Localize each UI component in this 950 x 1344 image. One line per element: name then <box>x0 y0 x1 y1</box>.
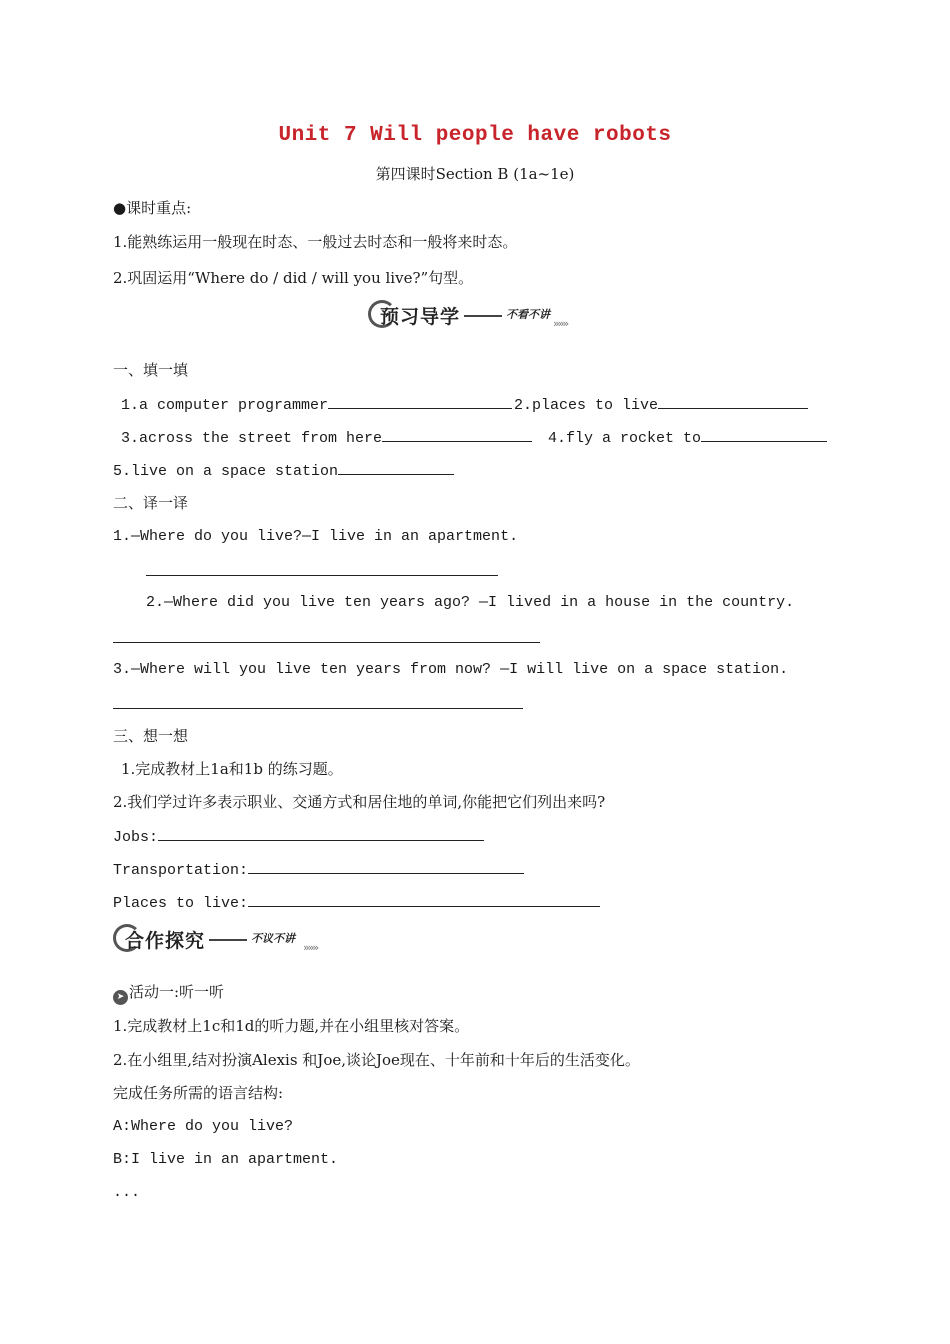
banner-dash <box>209 939 247 941</box>
translate-item-2: 2.—Where did you live ten years ago? —I lived in a house in the country. <box>146 594 795 611</box>
banner-dash <box>464 315 502 317</box>
focus-item-2: 2.巩固运用“Where do / did / will you live?”句型。 <box>113 269 474 287</box>
fill-item-3-text: 3.across the street from here <box>121 430 383 447</box>
fill-blank-2[interactable] <box>658 394 808 409</box>
cooperate-banner-sub: 不议不讲 <box>251 932 295 945</box>
activity-item-1: 1.完成教材上1c和1d的听力题,并在小组里核对答案。 <box>113 1017 470 1035</box>
fill-item-4-text: 4.fly a rocket to <box>548 430 702 447</box>
chevrons-icon: »»» <box>553 317 568 330</box>
translate-answer-line-1[interactable] <box>146 575 498 576</box>
focus-item-1: 1.能熟练运用一般现在时态、一般过去时态和一般将来时态。 <box>113 233 518 251</box>
page-title: Unit 7 Will people have robots <box>278 124 672 147</box>
section1-heading: 一、填一填 <box>113 361 189 379</box>
section3-heading: 三、想一想 <box>113 727 189 745</box>
translate-item-3: 3.—Where will you live ten years from now? —I will live on a space station. <box>113 661 789 678</box>
cooperate-banner-title: 合作探究 <box>125 930 206 952</box>
fill-blank-1[interactable] <box>328 394 512 409</box>
preview-banner-sub: 不看不讲 <box>506 308 550 321</box>
think-item-1: 1.完成教材上1a和1b 的练习题。 <box>121 760 343 778</box>
jobs-blank[interactable] <box>158 826 484 841</box>
section2-heading: 二、译一译 <box>113 494 189 512</box>
fill-item-2-text: 2.places to live <box>514 397 659 414</box>
chevrons-icon: »»» <box>303 941 318 954</box>
fill-item-5 <box>113 460 454 482</box>
activity-heading-text: 活动一:听一听 <box>129 983 225 1001</box>
translate-item-1: 1.—Where do you live?—I live in an apartment. <box>113 528 519 545</box>
arrow-right-icon: ➤ <box>113 990 128 1005</box>
translate-answer-line-2[interactable] <box>113 642 540 643</box>
transportation-blank[interactable] <box>248 859 524 874</box>
activity-item-2: 2.在小组里,结对扮演Alexis 和Joe,谈论Joe现在、十年前和十年后的生活变化。 <box>113 1051 640 1069</box>
jobs-field <box>113 826 484 848</box>
places-blank[interactable] <box>248 892 600 907</box>
fill-blank-4[interactable] <box>701 427 827 442</box>
transportation-field <box>113 859 524 881</box>
jobs-label: Jobs: <box>113 829 159 846</box>
activity-item-3: 完成任务所需的语言结构: <box>113 1084 284 1102</box>
fill-item-5-text: 5.live on a space station <box>113 463 339 480</box>
places-label: Places to live: <box>113 895 249 912</box>
places-field <box>113 892 600 914</box>
lesson-subtitle: 第四课时Section B (1a~1e) <box>375 165 575 183</box>
transportation-label: Transportation: <box>113 862 249 879</box>
fill-item-4 <box>548 427 827 449</box>
fill-item-2 <box>514 394 808 416</box>
preview-banner <box>368 298 588 334</box>
fill-item-3 <box>121 427 532 449</box>
fill-item-1 <box>121 394 512 416</box>
preview-banner-title: 预习导学 <box>380 306 461 328</box>
dialogue-line-a: A:Where do you live? <box>113 1118 294 1135</box>
fill-blank-3[interactable] <box>382 427 532 442</box>
think-item-2: 2.我们学过许多表示职业、交通方式和居住地的单词,你能把它们列出来吗? <box>113 793 606 811</box>
activity-heading <box>113 982 224 1005</box>
dialogue-line-b: B:I live in an apartment. <box>113 1151 339 1168</box>
cooperate-banner <box>113 922 333 958</box>
fill-item-1-text: 1.a computer programmer <box>121 397 329 414</box>
focus-heading: ●课时重点: <box>113 199 192 217</box>
fill-blank-5[interactable] <box>338 460 454 475</box>
dialogue-ellipsis: ... <box>113 1184 141 1201</box>
translate-answer-line-3[interactable] <box>113 708 523 709</box>
